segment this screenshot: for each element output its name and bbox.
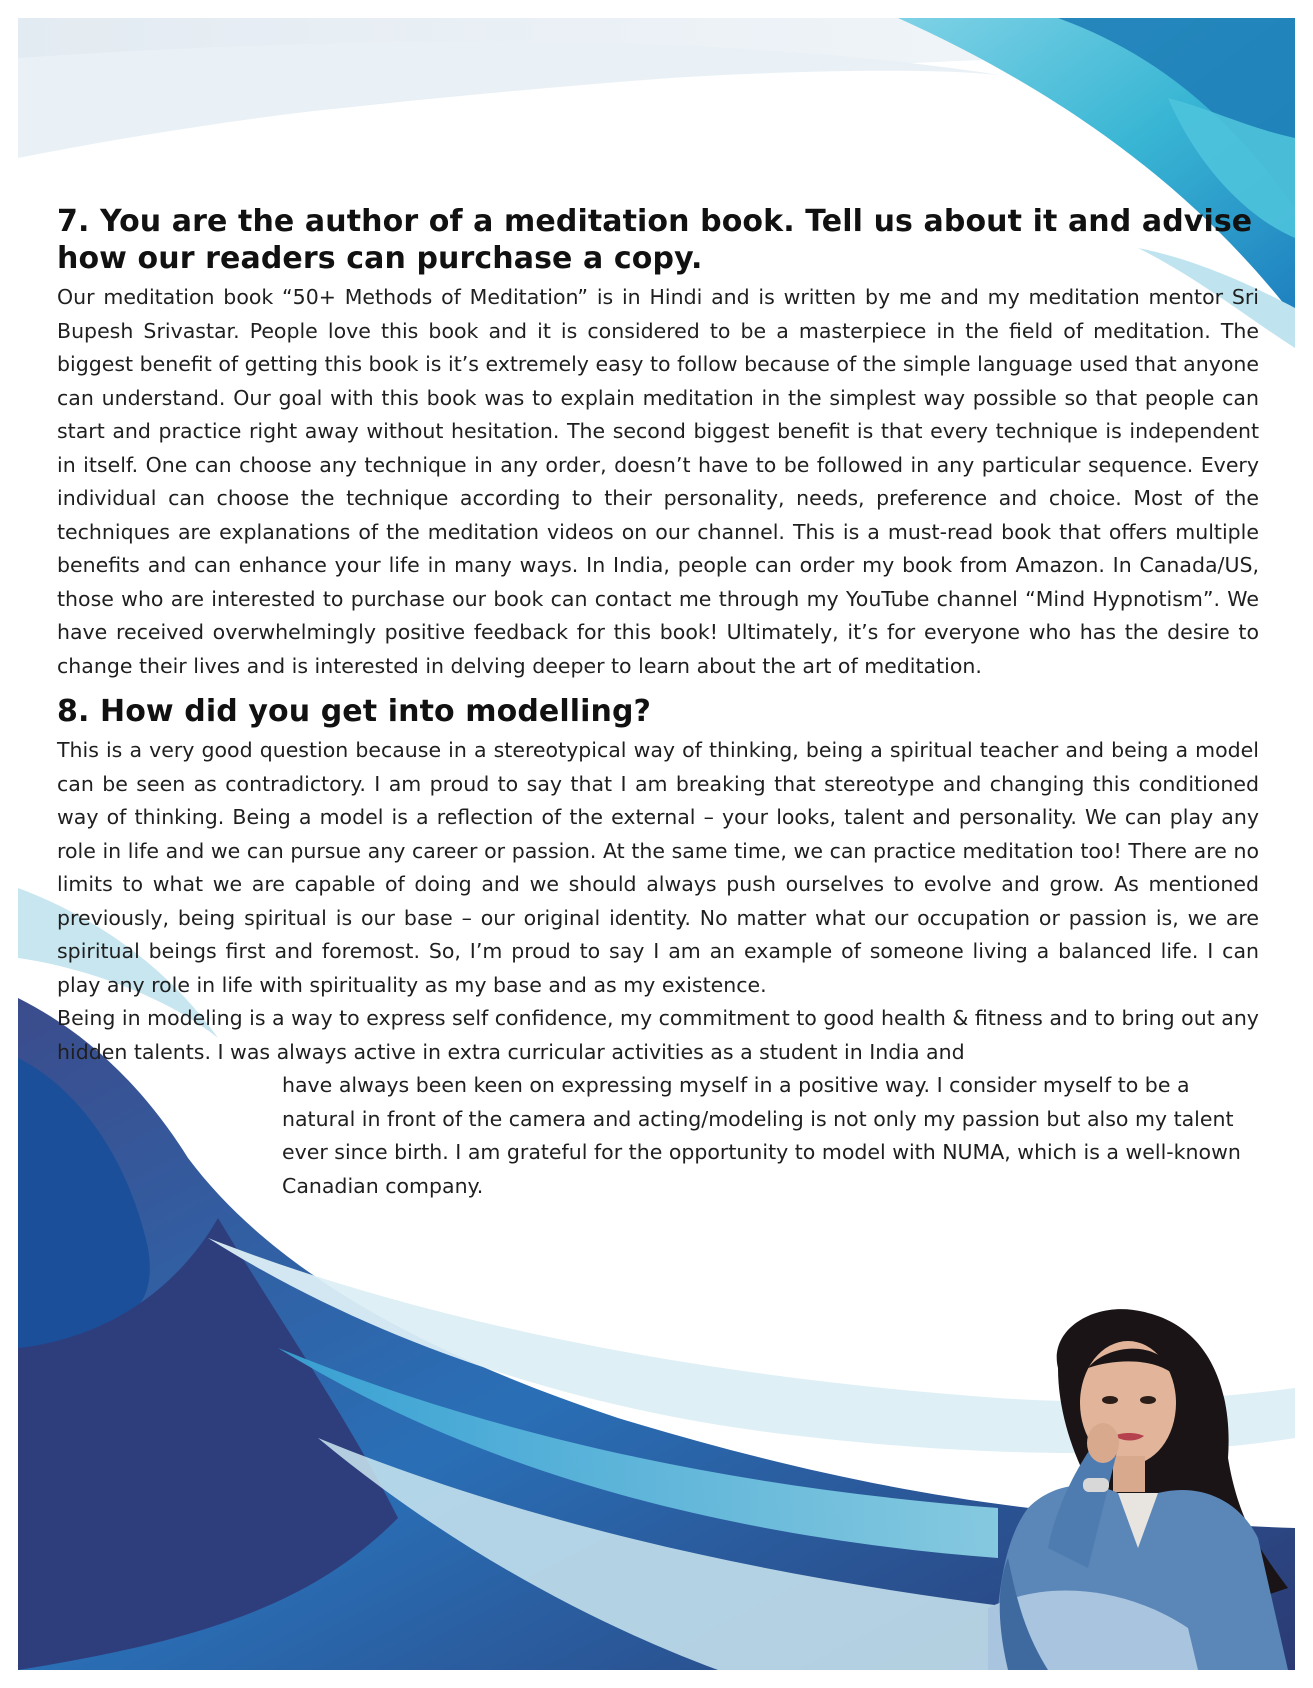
wristwatch	[1083, 1478, 1109, 1492]
question-7-heading: 7. You are the author of a meditation book. Tell us about it and advise how our readers can purchase a copy.	[57, 204, 1253, 276]
right-eye	[1140, 1396, 1156, 1404]
question-8-answer-paragraph-2: Being in modeling is a way to express self confidence, my commitment to good health & fitness and to bring out any hidden talents. I was always active in extra curricular activities as a student in India and	[57, 1006, 1259, 1064]
author-portrait-photo	[988, 1308, 1295, 1670]
left-eye	[1102, 1396, 1118, 1404]
question-8-answer-paragraph-1: This is a very good question because in a stereotypical way of thinking, being a spiritual teacher and being a model can be seen as contradictory. I am proud to say that I am breaking that stereotype and changing this conditioned way of thinking. Being a model is a reflection of the external – your looks, talent and personality. We can play any role in life and we can pursue any career or passion. At the same time, we can practice meditation too! There are no limits to what we are capable of doing and we should always push ourselves to evolve and grow. As mentioned previously, being spiritual is our base – our original identity. No matter what our occupation or passion is, we are spiritual beings first and foremost. So, I’m proud to say I am an example of someone living a balanced life. I can play any role in life with spirituality as my base and as my existence.	[57, 738, 1259, 997]
question-7-answer: Our meditation book “50+ Methods of Meditation” is in Hindi and is written by me and my meditation mentor Sri Bupesh Srivastar. People love this book and it is considered to be a masterpiece in the field of meditation. The biggest benefit of getting this book is it’s extremely easy to follow because of the simple language used that anyone can understand. Our goal with this book was to explain meditation in the simplest way possible so that people can start and practice right away without hesitation. The second biggest benefit is that every technique is independent in itself. One can choose any technique in any order, doesn’t have to be followed in any particular sequence. Every individual can choose the technique according to their personality, needs, preference and choice. Most of the techniques are explanations of the meditation videos on our channel. This is a must-read book that offers multiple benefits and can enhance your life in many ways. In India, people can order my book from Amazon. In Canada/US, those who are interested to purchase our book can contact me through my YouTube channel “Mind Hypnotism”. We have received overwhelmingly positive feedback for this book! Ultimately, it’s for everyone who has the desire to change their lives and is interested in delving deeper to learn about the art of meditation.	[57, 285, 1259, 678]
article-body	[57, 203, 1259, 1203]
top-pale-wave-2	[18, 42, 1018, 158]
hand	[1087, 1423, 1119, 1463]
question-8-answer-paragraph-3: have always been keen on expressing myself in a positive way. I consider myself to be a natural in front of the camera and acting/modeling is not only my passion but also my talent ever since birth. I am grateful for the opportunity to model with NUMA, which is a well-known Canadian company.	[282, 1073, 1241, 1198]
neck	[1113, 1456, 1145, 1492]
question-8-heading: 8. How did you get into modelling?	[57, 694, 652, 729]
magazine-page	[18, 18, 1295, 1670]
